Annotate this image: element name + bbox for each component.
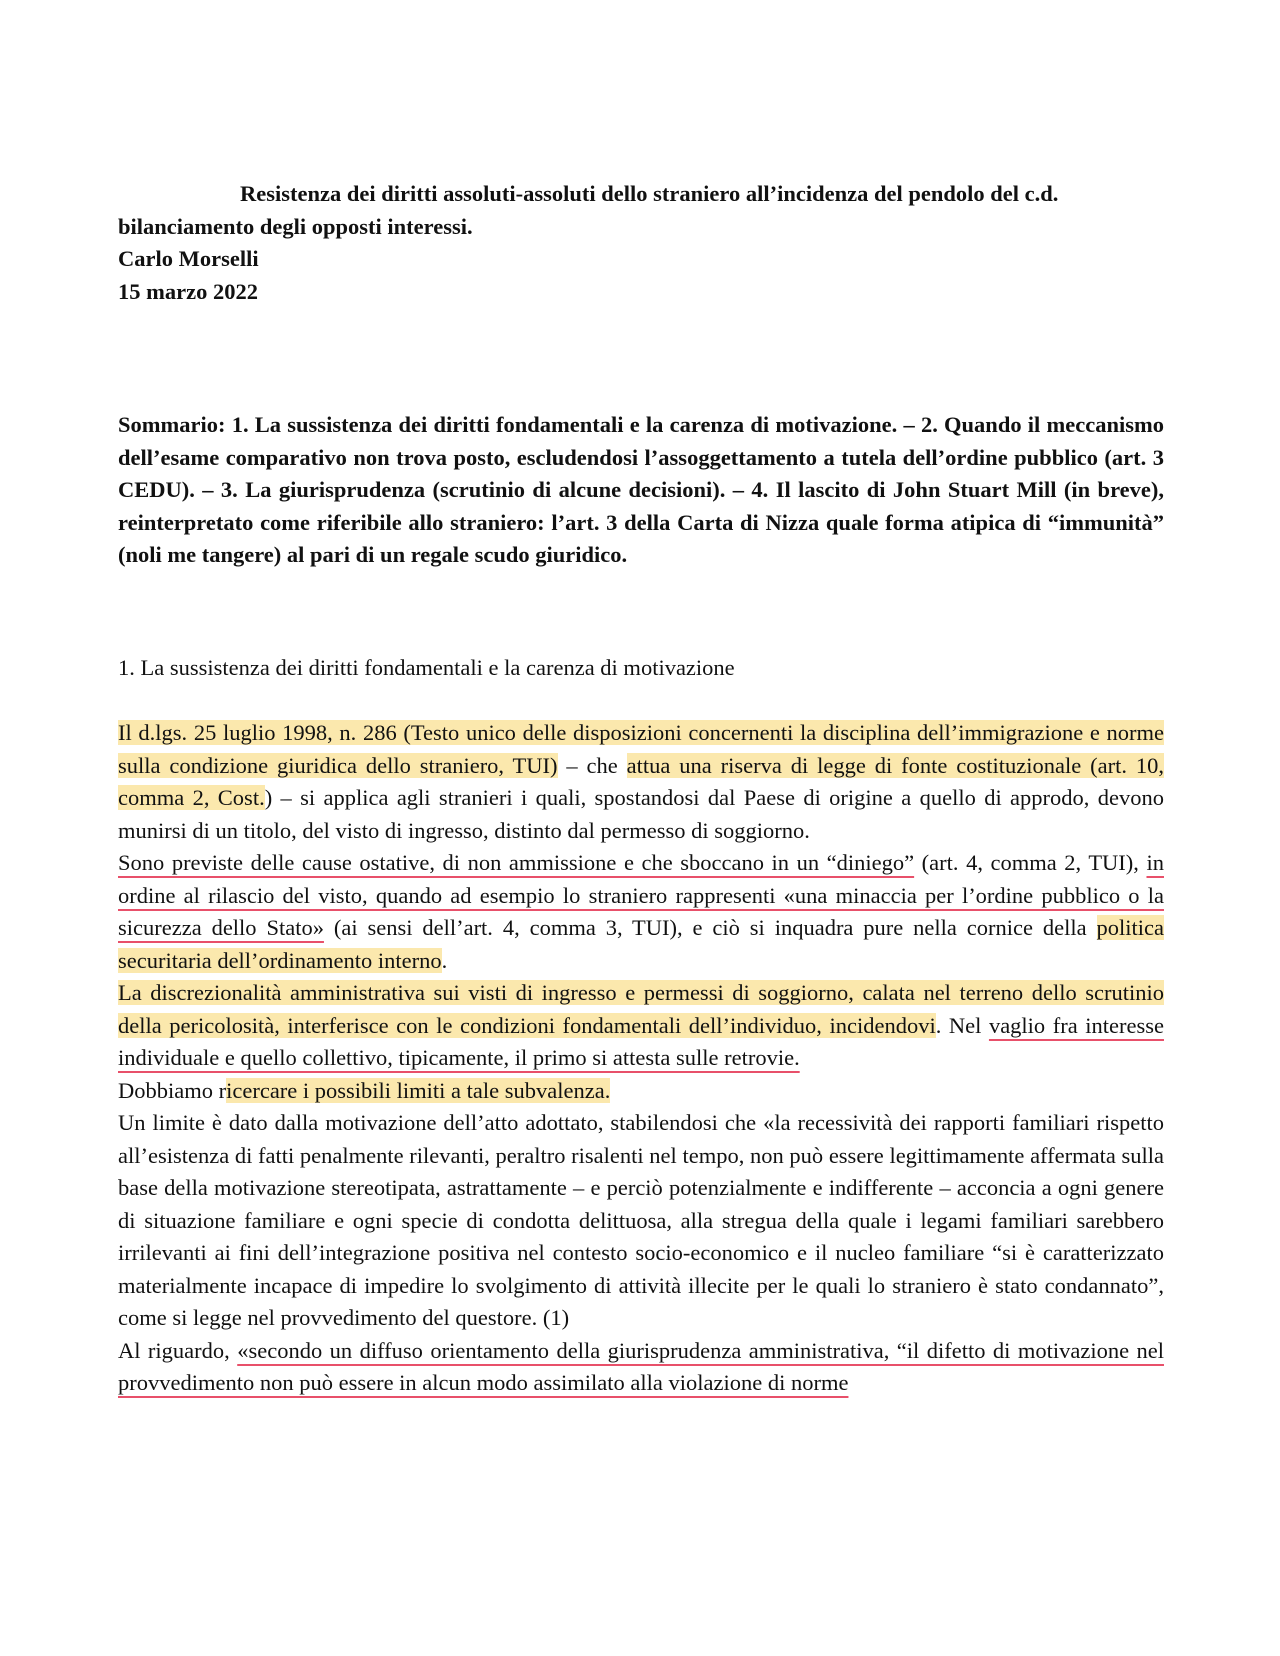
text-span: ) – si applica agli stranieri i quali, spostandosi dal Paese di origine a quello di approdo, devono munirsi di un titolo, del visto di ingresso, distinto dal permesso di soggiorno. [118,785,1164,843]
paragraph-1 [118,717,1164,847]
paragraph-3 [118,977,1164,1075]
document-author: Carlo Morselli [118,246,259,271]
document-header [118,178,1164,308]
highlight-span: La discrezionalità amministrativa sui visti di ingresso e permessi di soggiorno, calata nel terreno dello scrutinio della pericolosità, interferisce con le condizioni fondamentali dell’individuo, incidendovi [118,980,1164,1038]
document-title: Resistenza dei diritti assoluti-assoluti dello straniero all’incidenza del pendolo del c.d. bilanciamento degli opposti interessi. [118,181,1059,239]
paragraph-2 [118,847,1164,977]
paragraph-6 [118,1335,1164,1400]
underline-span: Sono previste delle cause ostative, di non ammissione e che sboccano in un “diniego” [118,850,915,875]
highlight-span: Il d.lgs. 25 luglio 1998, n. 286 (Testo unico delle disposizioni concernenti la disciplina dell’immigrazione e norme sulla condizione giuridica dello straniero, TUI) [118,720,1164,778]
highlight-span: icercare i possibili limiti a tale subvalenza. [226,1077,611,1103]
summary-paragraph: Sommario: 1. La sussistenza dei diritti fondamentali e la carenza di motivazione. – 2. Quando il meccanismo dell’esame comparativo non trova posto, escludendosi l’assoggettamento a tutela dell’ordine pubblico (art. 3 CEDU). – 3. La giurisprudenza (scrutinio di alcune decisioni). – 4. Il lascito di John Stuart Mill (in breve), reinterpretato come riferibile allo straniero: l’art. 3 della Carta di Nizza quale forma atipica di “immunità” (noli me tangere) al pari di un regale scudo giuridico. [118,412,1164,567]
underline-span: in ordine al rilascio del visto, quando ad esempio lo straniero rappresenti «una minaccia per l’ordine pubblico o la sicurezza dello Stato» [118,850,1164,940]
text-span: . [441,947,448,973]
text-span: Al riguardo, [118,1337,238,1363]
section-heading: 1. La sussistenza dei diritti fondamentali e la carenza di motivazione [118,654,735,680]
text-span: – che [557,752,627,778]
text-span: Dobbiamo r [118,1077,227,1103]
underline-span: «secondo un diffuso orientamento della giurisprudenza amministrativa, “il difetto di motivazione nel provvedimento non può essere in alcun modo assimilato alla violazione di norme [118,1337,1164,1395]
document-date: 15 marzo 2022 [118,278,258,304]
text-span: (art. 4, comma 2, TUI), [914,850,1147,875]
underline-span: vaglio fra interesse individuale e quello collettivo, tipicamente, il primo si attesta sulle retrovie. [118,1012,1164,1070]
text-span: (ai sensi dell’art. 4, comma 3, TUI), e ciò si inquadra pure nella cornice della [323,915,1097,940]
paragraph-5: Un limite è dato dalla motivazione dell’atto adottato, stabilendosi che «la recessività dei rapporti familiari rispetto all’esistenza di fatti penalmente rilevanti, peraltro risalenti nel tempo, non può essere legittimamente affermata sulla base della motivazione stereotipata, astrattamente – e perciò potenzialmente e indifferente – acconcia a ogni genere di situazione familiare e ogni specie di condotta delittuosa, alla stregua della quale i legami familiari sarebbero irrilevanti ai fini dell’integrazione positiva nel contesto socio-economico e il nucleo familiare “si è caratterizzato materialmente incapace di impedire lo svolgimento di attività illecite per le quali lo straniero è stato condannato”, come si legge nel provvedimento del questore. (1) [118,1110,1164,1330]
paragraph-4 [118,1075,1164,1108]
highlight-span: attua una riserva di legge di fonte costituzionale (art. 10, comma 2, Cost. [118,752,1164,810]
document-page [118,178,1164,1400]
text-span: . Nel [935,1012,989,1038]
highlight-span: politica securitaria dell’ordinamento interno [118,915,1164,973]
section-body [118,717,1164,1400]
